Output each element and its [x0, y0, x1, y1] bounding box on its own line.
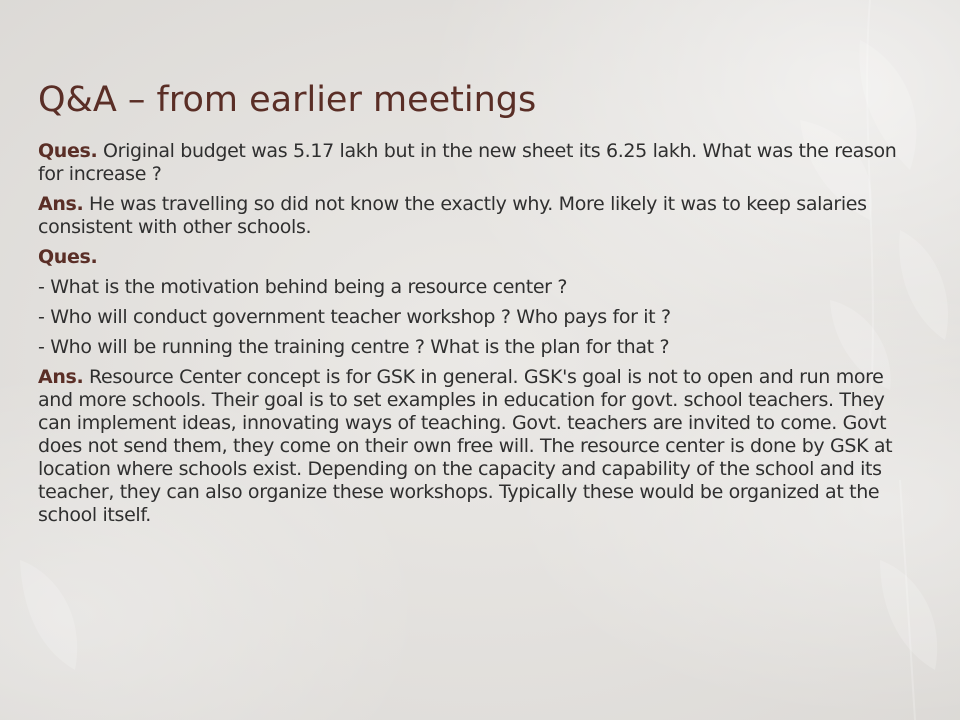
answer-paragraph	[38, 193, 922, 239]
question-list-item: - Who will conduct government teacher workshop ? Who pays for it ?	[38, 306, 671, 328]
question-paragraph	[38, 140, 922, 186]
answer-label: Ans.	[38, 366, 84, 388]
slide-content	[38, 140, 922, 534]
leaf-shape	[20, 560, 77, 670]
answer-text: He was travelling so did not know the exactly why. More likely it was to keep salaries consistent with other schools.	[38, 193, 867, 238]
question-label: Ques.	[38, 246, 98, 268]
answer-label: Ans.	[38, 193, 84, 215]
answer-text: Resource Center concept is for GSK in general. GSK's goal is not to open and run more and more schools. Their goal is to set examples in education for govt. school teachers. They can implement ideas, innovating ways of teaching. Govt. teachers are invited to come. Govt does not send them, they come on their own free will. The resource center is done by GSK at location where schools exist. Depending on the capacity and capability of the school and its teacher, they can also organize these workshops. Typically these would be organized at the school itself.	[38, 366, 893, 526]
question-paragraph	[38, 246, 922, 269]
leaf-shape	[880, 560, 937, 670]
slide-title: Q&A – from earlier meetings	[38, 80, 537, 120]
question-list-item: - What is the motivation behind being a resource center ?	[38, 276, 568, 298]
answer-paragraph	[38, 366, 922, 527]
question-text: Original budget was 5.17 lakh but in the new sheet its 6.25 lakh. What was the reason for increase ?	[38, 140, 897, 185]
question-label: Ques.	[38, 140, 98, 162]
question-list-item: - Who will be running the training centre ? What is the plan for that ?	[38, 336, 670, 358]
